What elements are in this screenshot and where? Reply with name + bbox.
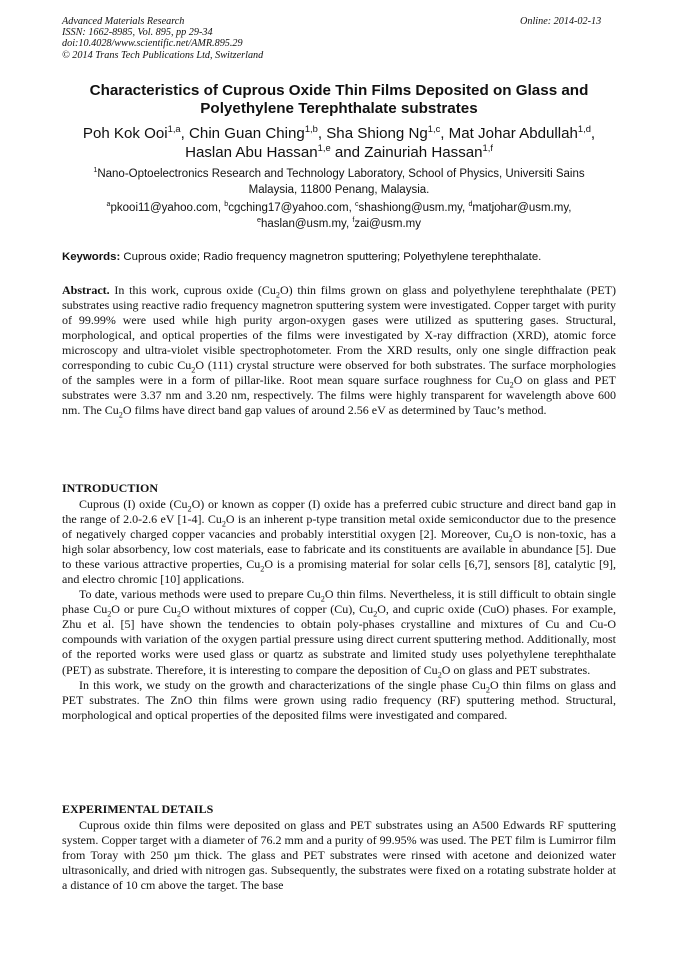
author-line-2: [62, 144, 616, 163]
online-date: Online: 2014-02-13: [520, 16, 602, 27]
subscript: 2: [187, 504, 192, 514]
title-line-1: Characteristics of Cuprous Oxide Thin Films Deposited on Glass and: [89, 82, 589, 99]
email-address: matjohar@usm.my: [472, 202, 569, 214]
affiliation-line-2: Malaysia, 11800 Penang, Malaysia.: [248, 183, 430, 196]
keywords-label: Keywords:: [62, 251, 121, 263]
journal-copyright: © 2014 Trans Tech Publications Ltd, Switzerland: [62, 49, 264, 61]
author-affil-mark: 1,c: [427, 123, 441, 134]
keywords: [62, 250, 616, 265]
abstract-text: In this work, cuprous oxide $(Cu_2O)$ thin films grown on glass and polyethylene terephthalate (PET) substrates using reactive radio frequency magnetron sputtering system were investigated. Copper target with purity of 99.99% were used while high purity argon-oxygen gases were utilized as sputtering gases. Structural, morphological, and optical properties of the films were investigated by X-ray diffraction (XRD), atomic force microscopy and ultra-violet visible spectrophotometer. From the XRD results, only one single diffraction peak corresponding to cubic $Cu_2O$ (111) crystal structure were observed for both substrates. The surface morphologies of the samples were in a form of pillar-like. Root mean square surface roughness for $Cu_2O$ on glass and PET substrates were 3.37 nm and 3.20 nm, respectively. The films were highly transparent for wavelength above 600 nm. The $Cu_2O$ films have direct band gap values of around 2.56 eV as determined by Tauc’s method.: [62, 283, 616, 420]
intro-paragraph-2: To date, various methods were used to prepare $Cu_2O$ thin films. Nevertheless, it is still difficult to obtain single phase $Cu_2O$ or pure $Cu_2O$ without mixtures of copper (Cu), $Cu_2O$, and cupric oxide (CuO) phases. For example, Zhu et al. [5] have shown the tendencies to obtain poly-phases crystalline and mixtures of Cu and Cu-O compounds with variation of the oxygen partial pressure using direct current sputtering method. Additionally, most of the reported works were used glass or quartz as substrate and limited study uses polyethylene terephthalate (PET) as substrate. Therefore, it is interesting to compare the deposition of $Cu_2O$ on glass and PET substrates.: [62, 587, 616, 679]
journal-issn: ISSN: 1662-8985, Vol. 895, pp 29-34: [62, 27, 213, 39]
paper-title: [62, 82, 616, 119]
author-name: Poh Kok Ooi: [82, 125, 168, 142]
author-sep: ,: [180, 125, 190, 142]
subscript: 2: [107, 609, 112, 619]
email-line-1: $^a$pkooi11@yahoo.com, $^b$cgching17@yahoo.com, $^c$shashiong@usm.my, $^d$matjohar@usm.my,: [106, 200, 572, 214]
journal-doi: doi:10.4028/www.scientific.net/AMR.895.29: [62, 38, 243, 50]
affiliation-line-1: $^1$Nano-Optoelectronics Research and Technology Laboratory, School of Physics, Universiti Sains: [93, 166, 585, 180]
experimental-paragraph-1: Cuprous oxide thin films were deposited on glass and PET substrates using an A500 Edwards RF sputtering system. Copper target with a diameter of 76.2 mm and a purity of 99.95% was used. The PET film is Lumirror film from Toray with 250 µm thick. The glass and PET substrates were rinsed with acetone and deionized water ultrasonically, and dried with nitrogen gas. Subsequently, the substrates were fixed on a rotating substrate holder at a distance of 10 cm above the target. The base: [62, 818, 616, 893]
subscript: 2: [191, 365, 196, 375]
introduction-body: [62, 497, 616, 723]
author-name: Mat Johar Abdullah: [448, 125, 578, 142]
author-name: Zainuriah Hassan: [364, 143, 483, 161]
email-address: zai@usm.my: [354, 217, 421, 230]
author-list: [62, 125, 616, 162]
author-name: Haslan Abu Hassan: [185, 143, 318, 161]
subscript: 2: [118, 410, 123, 420]
subscript: 2: [373, 609, 378, 619]
author-affil-mark: 1,b: [304, 123, 318, 134]
author-line-1: [62, 125, 616, 144]
keywords-text: Cuprous oxide; Radio frequency magnetron sputtering; Polyethylene terephthalate.: [123, 251, 542, 263]
affiliation: [62, 167, 616, 198]
subscript: 2: [275, 290, 280, 300]
author-affil-mark: 1,e: [317, 142, 331, 153]
experimental-body: [62, 818, 616, 893]
journal-header: [62, 16, 263, 61]
subscript: 2: [320, 594, 325, 604]
author-sep: ,: [440, 125, 449, 142]
subscript: 2: [260, 564, 265, 574]
email-address: pkooi11@yahoo.com: [110, 202, 218, 214]
subscript: 2: [509, 380, 514, 390]
author-affil-mark: 1,f: [482, 142, 493, 153]
author-affil-mark: 1,d: [577, 123, 591, 134]
author-sep: and: [330, 143, 365, 161]
title-line-2: Polyethylene Terephthalate substrates: [200, 100, 478, 118]
author-sep: ,: [590, 125, 596, 142]
author-name: Sha Shiong Ng: [326, 125, 428, 142]
author-affil-mark: 1,a: [167, 123, 181, 134]
intro-paragraph-1: Cuprous (I) oxide $(Cu_2O)$ or known as copper (I) oxide has a preferred cubic structure and direct band gap in the range of 2.0-2.6 eV [1-4]. $Cu_2O$ is an inherent p-type transition metal oxide semiconductor due to the presence of negatively charged copper vacancies and probably interstitial oxygen [2]. Moreover, $Cu_2O$ is non-toxic, has a high solar absorbency, low cost materials, ease to fabricate and its constituents are available in abundance [5]. Due to these various attractive properties, $Cu_2O$ is a promising material for solar cells [6,7], sensors [8], catalytic [9], and electro chromic [10] applications.: [62, 497, 617, 587]
subscript: 2: [437, 669, 442, 679]
email-list: [62, 201, 616, 232]
subscript: 2: [221, 519, 226, 529]
introduction-heading: INTRODUCTION: [62, 481, 159, 495]
email-address: cgching17@yahoo.com: [228, 202, 349, 214]
subscript: 2: [508, 534, 513, 544]
journal-name: Advanced Materials Research: [62, 16, 185, 27]
experimental-heading: EXPERIMENTAL DETAILS: [62, 802, 214, 816]
email-line-2: $^e$haslan@usm.my, $^f$zai@usm.my: [257, 215, 421, 230]
email-address: shashiong@usm.my: [358, 202, 463, 214]
intro-paragraph-3: In this work, we study on the growth and characterizations of the single phase $Cu_2O$ thin films on glass and PET substrates. The ZnO thin films were grown using radio frequency (RF) sputtering method. Structural, morphological and optical properties of the deposited films were investigated and compared.: [62, 677, 617, 722]
email-address: haslan@usm.my: [261, 217, 346, 230]
author-sep: ,: [317, 125, 327, 142]
subscript: 2: [485, 684, 490, 694]
affiliation-mark: 1: [93, 166, 98, 175]
abstract-label: Abstract.: [62, 283, 110, 297]
subscript: 2: [176, 609, 181, 619]
author-name: Chin Guan Ching: [189, 125, 305, 142]
abstract: [62, 283, 616, 418]
